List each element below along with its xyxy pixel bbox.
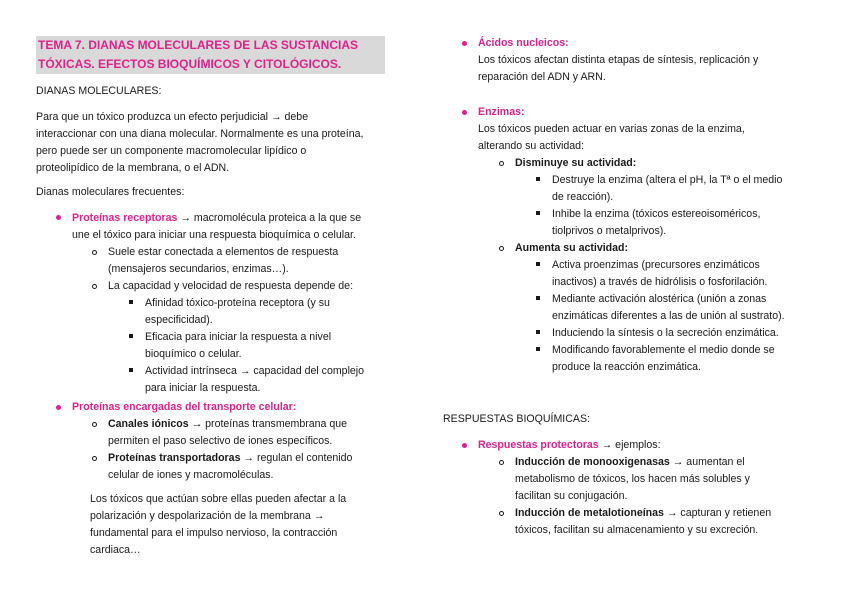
transport-note: Los tóxicos que actúan sobre ellas pueden afectar a la polarización y despolarización de la membrana → fundamental para el impulso nervioso, la contracción cardiaca…: [90, 493, 347, 556]
transport-item: Proteínas encargadas del transporte celular:: [72, 401, 297, 413]
circle-bullet-icon: [499, 460, 504, 465]
square-bullet-icon: [129, 300, 133, 304]
square-bullet-icon: [129, 334, 133, 338]
bullet-icon: [462, 110, 467, 115]
nucleic-acids-item: Ácidos nucleicos:: [478, 37, 569, 49]
bullet-icon: [56, 405, 61, 410]
circle-bullet-icon: [499, 246, 504, 251]
circle-bullet-icon: [499, 511, 504, 516]
circle-bullet-icon: [499, 161, 504, 166]
bullet-icon: [462, 41, 467, 46]
square-bullet-icon: [536, 177, 540, 181]
square-bullet-icon: [536, 296, 540, 300]
circle-bullet-icon: [92, 422, 97, 427]
square-bullet-icon: [536, 347, 540, 351]
frequent-targets-label: Dianas moleculares frecuentes:: [36, 186, 185, 198]
square-bullet-icon: [536, 211, 540, 215]
bullet-icon: [56, 215, 61, 220]
square-bullet-icon: [536, 262, 540, 266]
page-title: [36, 36, 385, 74]
intro-paragraph: Para que un tóxico produzca un efecto perjudicial → debe interaccionar con una diana molecular. Normalmente es una proteína, pero puede ser un componente macromolecular lipídico o proteolipídico de la membrana, o el ADN.: [36, 111, 364, 174]
receptor-item: Proteínas receptoras → macromolécula proteica a la que se: [72, 212, 362, 224]
square-bullet-icon: [129, 368, 133, 372]
title-line-2: TÓXICAS. EFECTOS BIOQUÍMICOS Y CITOLÓGICOS.: [38, 57, 342, 71]
circle-bullet-icon: [92, 250, 97, 255]
title-line-1: TEMA 7. DIANAS MOLECULARES DE LAS SUSTANCIAS: [38, 38, 359, 52]
square-bullet-icon: [536, 330, 540, 334]
bullet-icon: [462, 443, 467, 448]
section-heading-dianas: DIANAS MOLECULARES:: [36, 85, 162, 97]
enzymes-item: Enzimas:: [478, 106, 525, 118]
circle-bullet-icon: [92, 456, 97, 461]
circle-bullet-icon: [92, 284, 97, 289]
section-heading-biochem: RESPUESTAS BIOQUÍMICAS:: [443, 413, 590, 425]
protective-responses-item: Respuestas protectoras → ejemplos:: [478, 439, 661, 451]
